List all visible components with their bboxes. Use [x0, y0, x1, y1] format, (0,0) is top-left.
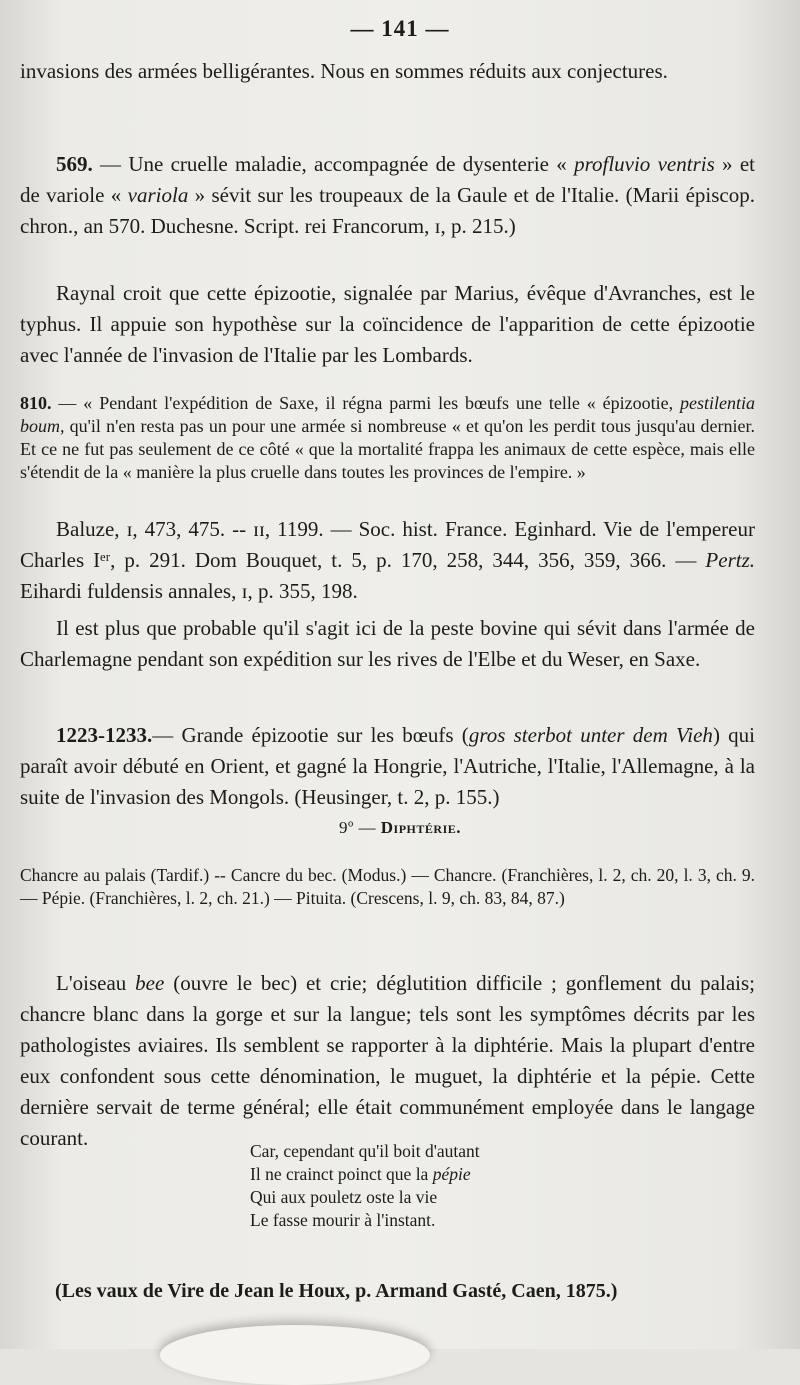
paragraph-text: Il est plus que probable qu'il s'agit ici de la peste bovine qui sévit dans l'armée de Charlemagne pendant son expédition sur les rives de l'Elbe et du Weser, en Saxe. — [20, 616, 755, 671]
paragraph-oiseau — [20, 968, 755, 1154]
verse-source: (Les vaux de Vire de Jean le Houx, p. Armand Gasté, Caen, 1875.) — [55, 1280, 618, 1302]
latin-term: profluvio ventris — [574, 152, 715, 176]
page-curl-shadow — [160, 1325, 430, 1385]
entry-text: » et de variole « — [20, 152, 756, 207]
reference-text: Eihardi fuldensis annales, ɪ, p. 355, 198. — [20, 579, 358, 603]
paragraph-text: (ouvre le bec) et crie; déglutition difficile ; gonflement du palais; chancre blanc dans la gorge et sur la langue; tels sont les symptômes décrits par les pathologistes aviaires. Ils semblent se rapporter à la diphtérie. Mais la plupart d'entre eux confondent sous cette dénomination, le muguet, la diphtérie et la pépie. Cette dernière servait de terme général; elle était communément employée dans le langage courant. — [20, 971, 755, 1150]
entry-text: » sévit sur les troupeaux de la Gaule et de l'Italie. (Marii épiscop. chron., an 570. Duchesne. Script. rei Francorum, ɪ, p. 215.) — [20, 183, 756, 238]
verse-line: Car, cependant qu'il boit d'autant — [250, 1141, 480, 1161]
paragraph-raynal — [20, 278, 755, 371]
verse-text: Il ne crainct poinct que la — [250, 1164, 433, 1184]
entry-1223 — [20, 720, 755, 813]
latin-term: pestilentia boum, — [20, 393, 755, 436]
section-title: Diphtérie. — [380, 818, 461, 837]
verse-line: Le fasse mourir à l'instant. — [250, 1210, 436, 1230]
entry-text: — Grande épizootie sur les bœufs ( — [152, 723, 469, 747]
paragraph-text: invasions des armées belligérantes. Nous en sommes réduits aux conjectures. — [20, 59, 668, 83]
entry-year: 1223-1233. — [56, 723, 153, 747]
verse-line: Qui aux pouletz oste la vie — [250, 1187, 438, 1207]
german-term: gros sterbot unter dem Vieh — [468, 723, 713, 747]
page-number: — 141 — — [350, 16, 450, 41]
paragraph-text: Chancre au palais (Tardif.) -- Cancre du bec. (Modus.) — Chancre. (Franchières, l. 2, ch. 20, l. 3, ch. 9. — Pépie. (Franchières, l. 2, ch. 21.) — Pituita. (Crescens, l. 9, ch. 83, 84, 87.) — [20, 865, 755, 908]
entry-810 — [20, 392, 755, 484]
paragraph-peste — [20, 613, 755, 675]
entry-text: — Une cruelle maladie, accompagnée de dysenterie « — [92, 152, 575, 176]
entry-569 — [20, 149, 755, 242]
italic-term: pépie — [432, 1164, 471, 1184]
paragraph-text: Raynal croit que cette épizootie, signalée par Marius, évêque d'Avranches, est le typhus. Il appuie son hypothèse sur la coïncidence de l'apparition de cette épizootie avec l'année de l'invasion de l'Italie par les Lombards. — [20, 281, 755, 367]
paragraph-synonyms — [20, 864, 755, 910]
entry-text: — « Pendant l'expédition de Saxe, il régna parmi les bœufs une telle « épizootie, — [51, 393, 680, 413]
paragraph-continuation — [20, 56, 755, 87]
entry-year: 569. — [56, 152, 93, 176]
entry-text: qu'il n'en resta pas un pour une armée si nombreuse « et qu'on les perdit tous jusqu'au dernier. Et ce ne fut pas seulement de ce côté « que la mortalité frappa les animaux de cette espèce, mais elle s'étendit de la « manière la plus cruelle dans toutes les provinces de l'empire. » — [20, 416, 755, 482]
entry-year: 810. — [20, 393, 52, 413]
verse-line — [250, 1163, 480, 1186]
section-heading — [0, 818, 800, 838]
paragraph-text: L'oiseau — [56, 971, 136, 995]
latin-term: variola — [127, 183, 189, 207]
section-number: 9º — — [339, 818, 381, 837]
italic-term: bee — [135, 971, 165, 995]
verse-quote — [250, 1140, 480, 1232]
paragraph-references — [20, 514, 755, 607]
author-name: Pertz. — [705, 548, 755, 572]
entry-text: ) qui paraît avoir débuté en Orient, et gagné la Hongrie, l'Autriche, l'Italie, l'Allemagne, à la suite de l'invasion des Mongols. (Heusinger, t. 2, p. 155.) — [20, 723, 756, 809]
reference-text: Baluze, ɪ, 473, 475. -- ɪɪ, 1199. — Soc. hist. France. Eginhard. Vie de l'empereur Charles Iᵉʳ, p. 291. Dom Bouquet, t. 5, p. 170, 258, 344, 356, 359, 366. — — [20, 517, 755, 572]
